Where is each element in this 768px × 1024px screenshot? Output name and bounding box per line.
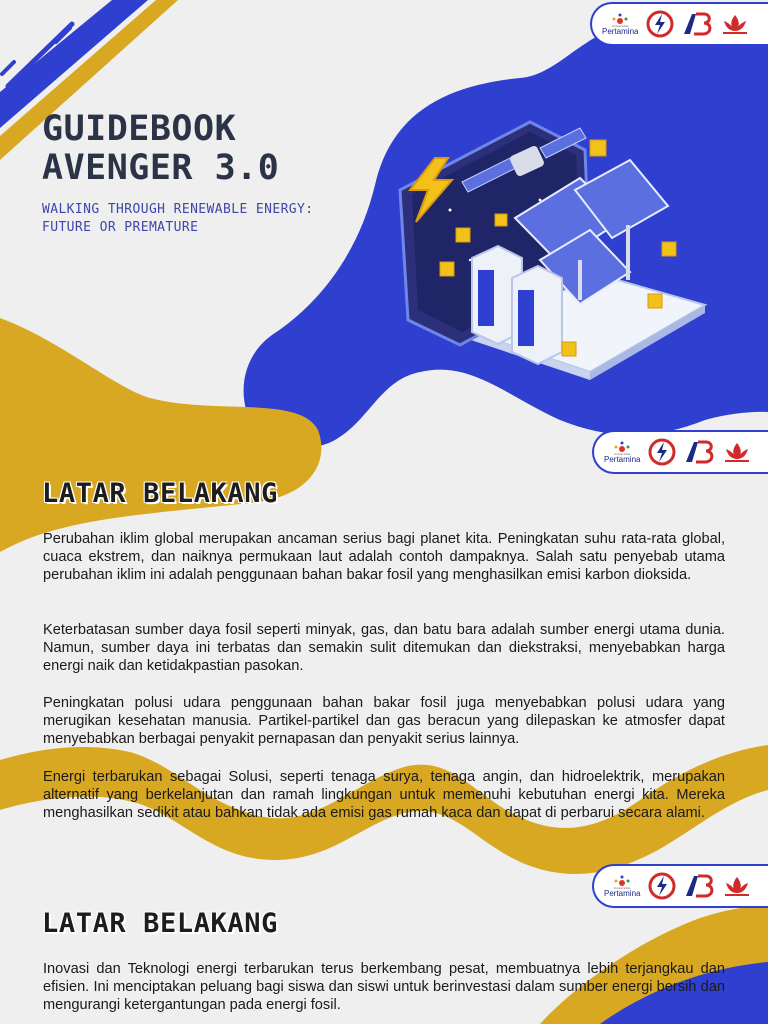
paragraph-4: Energi terbarukan sebagai Solusi, seperti tenaga surya, tenaga angin, dan hidroelektrik, merupakan alternatif yang berkelanjutan dan ramah lingkungan untuk memenuhi kebutuhan energi kita. Mereka menghasilkan sedikit atau bahkan tidak ada emisi gas rumah kaca dan dapat di perbarui secara alami. [43, 769, 725, 821]
lightning-badge-icon [646, 10, 674, 38]
flower-logo-icon [722, 873, 752, 899]
lightning-badge-icon [648, 872, 676, 900]
subtitle-line-1: WALKING THROUGH RENEWABLE ENERGY: [42, 202, 314, 217]
ab-logo-icon [684, 440, 714, 464]
university-pertamina-logo: Universitas Pertamina [602, 13, 638, 36]
renewable-energy-illustration [390, 110, 720, 390]
partner-logos-bottom [592, 864, 768, 908]
section-heading-1: LATAR BELAKANG [42, 478, 278, 509]
paragraph-3: Peningkatan polusi udara penggunaan bahan bakar fosil juga menyebabkan polusi udara yang merugikan kesehatan manusia. Partikel-partikel dan gas beracun yang dilepaskan ke atmosfer dapat menyebabkan berbagai penyakit pernapasan dan penyakit serius lainnya. [43, 695, 725, 747]
ab-logo-icon [684, 874, 714, 898]
flower-logo-icon [722, 439, 752, 465]
section-heading-2: LATAR BELAKANG [42, 908, 278, 939]
university-pertamina-logo: Universitas Pertamina [604, 441, 640, 464]
ab-logo-icon [682, 12, 712, 36]
title-line-2: AVENGER 3.0 [42, 148, 280, 188]
paragraph-5: Inovasi dan Teknologi energi terbarukan terus berkembang pesat, membuatnya lebih terjangkau dan efisien. Ini menciptakan peluang bagi siswa dan siswi untuk berinvestasi dalam sumber energi bersih dan mengurangi ketergantungan pada energi fosil. [43, 961, 725, 1013]
title-line-1: GUIDEBOOK [42, 109, 237, 149]
partner-logos-middle [592, 430, 768, 474]
subtitle-line-2: FUTURE OR PREMATURE [42, 220, 199, 235]
paragraph-2: Keterbatasan sumber daya fosil seperti minyak, gas, dan batu bara adalah sumber energi utama dunia. Namun, sumber daya ini terbatas dan semakin sulit ditemukan dan diekstraksi, menyebabkan harga energi naik dan ketidakpastian pasokan. [43, 622, 725, 674]
guidebook-subtitle [42, 201, 313, 237]
university-pertamina-logo: Universitas Pertamina [604, 875, 640, 898]
flower-logo-icon [720, 11, 750, 37]
paragraph-1: Perubahan iklim global merupakan ancaman serius bagi planet kita. Peningkatan suhu rata-rata global, cuaca ekstrem, dan naiknya permukaan laut adalah contoh dampaknya. Salah satu penyebab utama perubahan iklim ini adalah penggunaan bahan bakar fosil yang menghasilkan emisi karbon dioksida. [43, 531, 725, 583]
lightning-badge-icon [648, 438, 676, 466]
partner-logos-top [590, 2, 768, 46]
guidebook-title [42, 110, 279, 188]
